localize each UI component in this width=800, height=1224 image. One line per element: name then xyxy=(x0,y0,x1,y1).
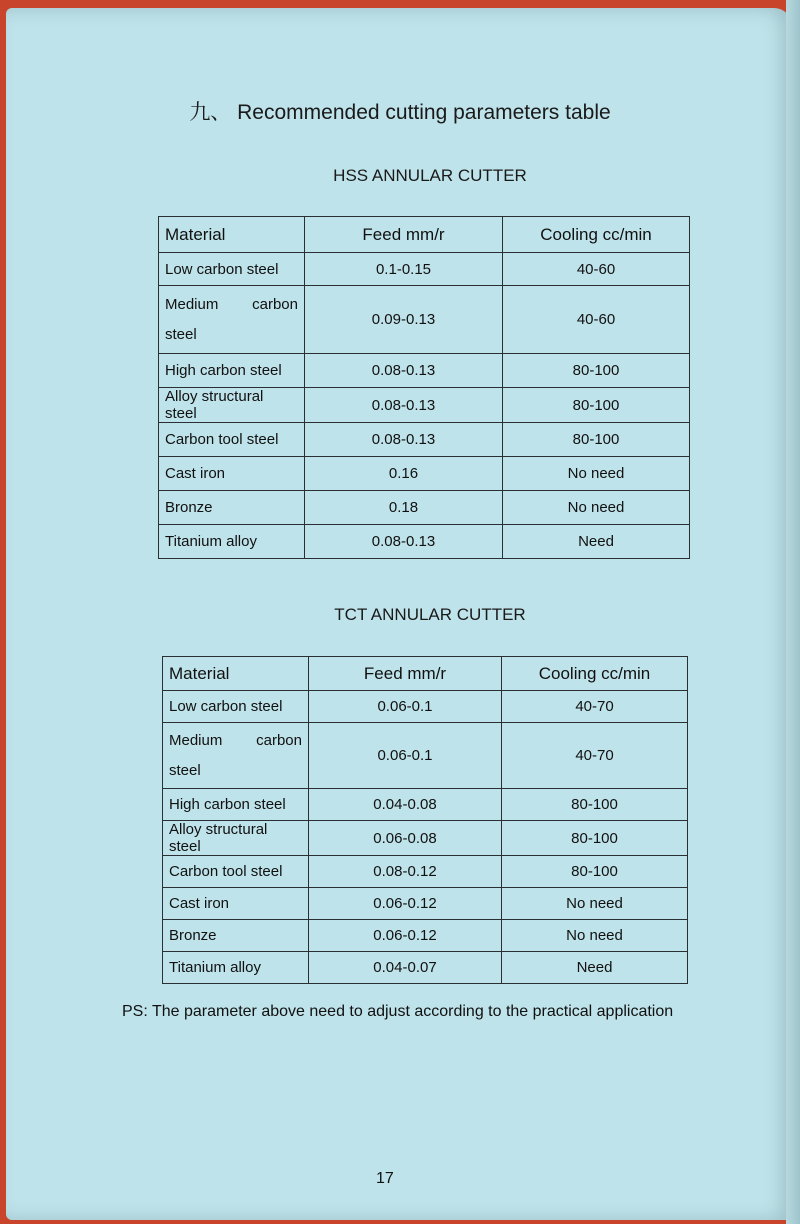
feed-cell: 0.1-0.15 xyxy=(305,253,503,286)
material-cell xyxy=(163,723,309,789)
material-cell: High carbon steel xyxy=(163,789,309,821)
cooling-cell: 80-100 xyxy=(502,821,688,856)
cooling-cell: 80-100 xyxy=(503,423,690,457)
tct-table xyxy=(162,656,688,984)
cooling-cell: No need xyxy=(503,457,690,491)
material-word: carbon xyxy=(256,731,302,749)
cooling-cell: No need xyxy=(503,491,690,525)
feed-cell: 0.06-0.08 xyxy=(309,821,502,856)
hss-heading: HSS ANNULAR CUTTER xyxy=(333,166,527,185)
cooling-cell: 80-100 xyxy=(502,856,688,888)
feed-cell: 0.06-0.1 xyxy=(309,723,502,789)
table-row xyxy=(163,888,688,920)
tct-header-material: Material xyxy=(163,657,309,691)
feed-cell: 0.06-0.1 xyxy=(309,691,502,723)
table-row xyxy=(163,952,688,984)
cooling-cell: 80-100 xyxy=(503,388,690,423)
feed-cell: 0.08-0.12 xyxy=(309,856,502,888)
page-title: 九、 Recommended cutting parameters table xyxy=(189,101,611,124)
material-cell: Low carbon steel xyxy=(159,253,305,286)
ps-note: PS: The parameter above need to adjust according to the practical application xyxy=(122,1003,674,1020)
material-word: Medium xyxy=(169,731,223,749)
feed-cell: 0.04-0.07 xyxy=(309,952,502,984)
material-cell: Carbon tool steel xyxy=(163,856,309,888)
hss-table xyxy=(158,216,690,559)
table-row xyxy=(163,691,688,723)
material-word: steel xyxy=(165,325,197,343)
table-row xyxy=(163,856,688,888)
table-row xyxy=(159,388,690,423)
hss-header-feed: Feed mm/r xyxy=(305,217,503,253)
cooling-cell: Need xyxy=(502,952,688,984)
cooling-cell: 40-60 xyxy=(503,286,690,354)
table-row xyxy=(159,457,690,491)
material-word: steel xyxy=(169,761,201,779)
table-row xyxy=(159,525,690,559)
material-cell: Bronze xyxy=(163,920,309,952)
hss-header-cooling: Cooling cc/min xyxy=(503,217,690,253)
tct-header-cooling: Cooling cc/min xyxy=(502,657,688,691)
table-row xyxy=(159,491,690,525)
cooling-cell: 80-100 xyxy=(502,789,688,821)
hss-header-material: Material xyxy=(159,217,305,253)
material-word: Medium xyxy=(165,295,219,313)
material-cell: High carbon steel xyxy=(159,354,305,388)
feed-cell: 0.04-0.08 xyxy=(309,789,502,821)
cooling-cell: 40-70 xyxy=(502,691,688,723)
material-cell: Titanium alloy xyxy=(159,525,305,559)
feed-cell: 0.08-0.13 xyxy=(305,388,503,423)
feed-cell: 0.08-0.13 xyxy=(305,423,503,457)
material-word: carbon xyxy=(252,295,298,313)
feed-cell: 0.06-0.12 xyxy=(309,920,502,952)
cooling-cell: 40-70 xyxy=(502,723,688,789)
table-row xyxy=(159,286,690,354)
page-number: 17 xyxy=(376,1170,394,1187)
material-cell: Titanium alloy xyxy=(163,952,309,984)
material-cell: Alloy structural steel xyxy=(163,821,309,856)
material-cell: Cast iron xyxy=(159,457,305,491)
table-row xyxy=(159,354,690,388)
feed-cell: 0.08-0.13 xyxy=(305,354,503,388)
feed-cell: 0.06-0.12 xyxy=(309,888,502,920)
table-row xyxy=(159,253,690,286)
material-cell xyxy=(159,286,305,354)
material-cell: Cast iron xyxy=(163,888,309,920)
material-cell: Alloy structural steel xyxy=(159,388,305,423)
cooling-cell: No need xyxy=(502,888,688,920)
tct-header-feed: Feed mm/r xyxy=(309,657,502,691)
feed-cell: 0.09-0.13 xyxy=(305,286,503,354)
cooling-cell: No need xyxy=(502,920,688,952)
material-cell: Low carbon steel xyxy=(163,691,309,723)
material-cell: Carbon tool steel xyxy=(159,423,305,457)
table-row xyxy=(163,920,688,952)
feed-cell: 0.18 xyxy=(305,491,503,525)
tct-heading: TCT ANNULAR CUTTER xyxy=(334,605,526,624)
material-cell: Bronze xyxy=(159,491,305,525)
table-row xyxy=(163,789,688,821)
cooling-cell: 80-100 xyxy=(503,354,690,388)
table-row xyxy=(163,821,688,856)
table-row xyxy=(159,423,690,457)
cooling-cell: Need xyxy=(503,525,690,559)
feed-cell: 0.16 xyxy=(305,457,503,491)
cooling-cell: 40-60 xyxy=(503,253,690,286)
feed-cell: 0.08-0.13 xyxy=(305,525,503,559)
table-row xyxy=(163,723,688,789)
